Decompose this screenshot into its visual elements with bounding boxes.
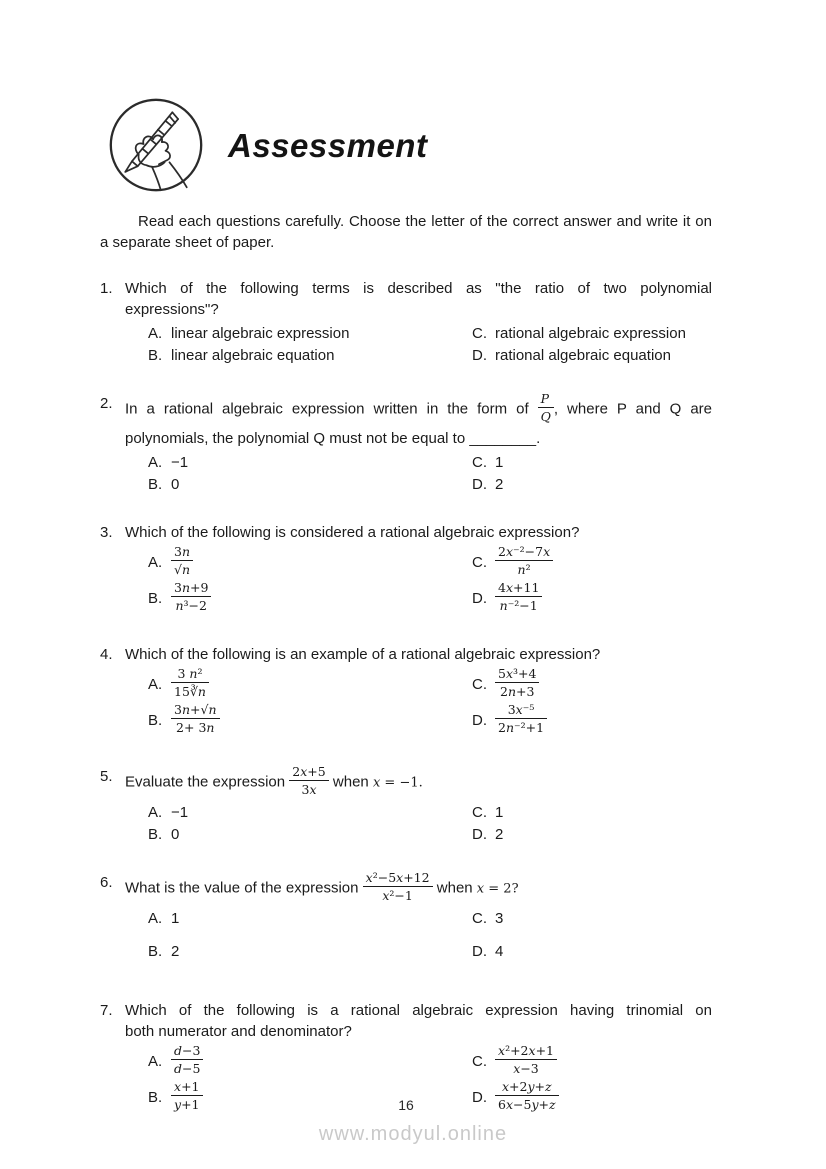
question-text: Which of the following is an example of a rational algebraic expression?	[125, 646, 601, 663]
option-d	[472, 941, 712, 962]
option-label: A.	[148, 554, 163, 571]
option-d	[472, 345, 712, 366]
option-text: −1	[171, 804, 189, 821]
option-text: 3	[495, 910, 504, 927]
option-a	[148, 1045, 472, 1078]
option-text: 1	[171, 910, 180, 927]
page-title: Assessment	[228, 127, 428, 164]
question-number: 7.	[100, 1002, 113, 1019]
question-number: 5.	[100, 768, 113, 785]
option-label: C.	[472, 804, 487, 821]
option-d	[472, 704, 712, 737]
option-b	[148, 474, 472, 495]
option-label: C.	[472, 325, 487, 342]
question-number: 6.	[100, 874, 113, 891]
option-text: 1	[495, 804, 504, 821]
option-b	[148, 941, 472, 962]
option-a	[148, 452, 472, 473]
option-label: D.	[472, 826, 487, 843]
question-text: In a rational algebraic expression written in the form of $\frac{P}{Q}$ , where P and Q are	[125, 391, 712, 424]
watermark: www.modyul.online	[318, 1123, 508, 1145]
question-number: 1.	[100, 280, 113, 297]
option-label: A.	[148, 454, 163, 471]
option-b	[148, 582, 472, 615]
option-label: C.	[472, 1053, 487, 1070]
question-text: Which of the following is considered a rational algebraic expression?	[125, 524, 580, 541]
option-text: linear algebraic expression	[171, 325, 350, 342]
question-text: expressions"?	[125, 301, 219, 318]
question-6	[100, 872, 712, 974]
option-text: 2	[495, 476, 504, 493]
fraction: $\frac{\text{3 n²}}{15∛n}$	[171, 666, 209, 699]
fraction: $\frac{\text{x²−5x+12}}{\text{x²−1}}$	[363, 870, 433, 903]
option-label: A.	[148, 325, 163, 342]
option-label: B.	[148, 347, 163, 364]
option-d	[472, 582, 712, 615]
option-label: A.	[148, 910, 163, 927]
fraction: $\frac{4x+11}{\text{n⁻²−1}}$	[495, 580, 542, 613]
option-b	[148, 345, 472, 366]
fraction: $\frac{\text{2x⁻²−7x}}{\text{n²}}$	[495, 544, 553, 577]
option-label: A.	[148, 676, 163, 693]
question-5	[100, 766, 712, 846]
options	[125, 802, 712, 846]
fraction: $\frac{P}{Q}$	[538, 391, 554, 424]
options	[125, 668, 712, 740]
option-label: D.	[472, 476, 487, 493]
page-number: 16	[398, 1097, 414, 1113]
option-c	[472, 802, 712, 823]
option-a	[148, 802, 472, 823]
option-c	[472, 452, 712, 473]
options	[125, 546, 712, 618]
option-a	[148, 668, 472, 701]
question-list	[100, 278, 712, 1117]
option-text: 0	[171, 826, 180, 843]
option-text: 1	[495, 454, 504, 471]
question-number: 3.	[100, 524, 113, 541]
option-label: C.	[472, 910, 487, 927]
option-label: B.	[148, 590, 163, 607]
option-label: D.	[472, 712, 487, 729]
option-c	[472, 908, 712, 929]
option-label: C.	[472, 454, 487, 471]
inline-math: x = −1.	[372, 775, 423, 791]
options	[125, 452, 712, 496]
option-text: rational algebraic equation	[495, 347, 671, 364]
question-text: polynomials, the polynomial Q must not be equal to ________.	[125, 430, 541, 447]
question-number: 2.	[100, 395, 113, 412]
option-text: 0	[171, 476, 180, 493]
option-a	[148, 546, 472, 579]
option-b	[148, 824, 472, 845]
question-4	[100, 644, 712, 740]
option-label: B.	[148, 826, 163, 843]
page-content	[100, 94, 712, 1117]
question-text: Evaluate the expression $\frac{2x+5}{3x}$ when x = −1.	[125, 764, 423, 797]
option-c	[472, 668, 712, 701]
instructions-text: Read each questions carefully. Choose the letter of the correct answer and write it on a separate sheet of paper.	[100, 213, 712, 251]
fraction: $\frac{3n}{√n}$	[171, 544, 193, 577]
option-label: B.	[148, 712, 163, 729]
question-number: 4.	[100, 646, 113, 663]
option-label: D.	[472, 590, 487, 607]
options	[125, 908, 712, 974]
question-text: Which of the following is a rational algebraic expression having trinomial on	[125, 1002, 712, 1019]
option-c	[472, 1045, 712, 1078]
question-text: both numerator and denominator?	[125, 1023, 352, 1040]
question-3	[100, 522, 712, 618]
option-d	[472, 824, 712, 845]
option-label: A.	[148, 804, 163, 821]
option-label: B.	[148, 476, 163, 493]
option-text: rational algebraic expression	[495, 325, 686, 342]
fraction: $\frac{3n+√n}{2+ 3n}$	[171, 702, 220, 735]
fraction: $\frac{x+2y+z}{6x-5y+z}$	[495, 1079, 559, 1112]
inline-math: x = 2?	[476, 881, 519, 897]
option-text: linear algebraic equation	[171, 347, 335, 364]
fraction: $\frac{x+1}{y+1}$	[171, 1079, 203, 1112]
option-text: 2	[495, 826, 504, 843]
question-text: What is the value of the expression $\frac{\text{x²−5x+12}}{\text{x²−1}}$ when x = 2?	[125, 870, 519, 903]
header	[100, 94, 712, 200]
options	[125, 323, 712, 367]
fraction: $\frac{\text{x²+2x+1}}{x-3}$	[495, 1043, 557, 1076]
option-a	[148, 908, 472, 929]
option-text: 4	[495, 943, 504, 960]
option-label: B.	[148, 1089, 163, 1106]
option-c	[472, 323, 712, 344]
fraction: $\frac{\text{5x³+4}}{2n+3}$	[495, 666, 539, 699]
fraction: $\frac{2x+5}{3x}$	[289, 764, 328, 797]
question-1	[100, 278, 712, 367]
option-label: C.	[472, 554, 487, 571]
fraction: $\frac{\text{3x⁻⁵}}{\text{2n⁻²+1}}$	[495, 702, 547, 735]
writing-hand-icon	[106, 94, 206, 196]
option-b	[148, 704, 472, 737]
fraction: $\frac{d-3}{d-5}$	[171, 1043, 203, 1076]
option-label: C.	[472, 676, 487, 693]
option-text: −1	[171, 454, 189, 471]
option-d	[472, 474, 712, 495]
option-text: 2	[171, 943, 180, 960]
question-text: Which of the following terms is described as "the ratio of two polynomial	[125, 280, 712, 297]
question-2	[100, 393, 712, 496]
option-label: B.	[148, 943, 163, 960]
option-a	[148, 323, 472, 344]
option-label: D.	[472, 1089, 487, 1106]
option-label: D.	[472, 347, 487, 364]
fraction: $\frac{3n+9}{\text{n³−2}}$	[171, 580, 211, 613]
option-label: A.	[148, 1053, 163, 1070]
option-label: D.	[472, 943, 487, 960]
option-c	[472, 546, 712, 579]
